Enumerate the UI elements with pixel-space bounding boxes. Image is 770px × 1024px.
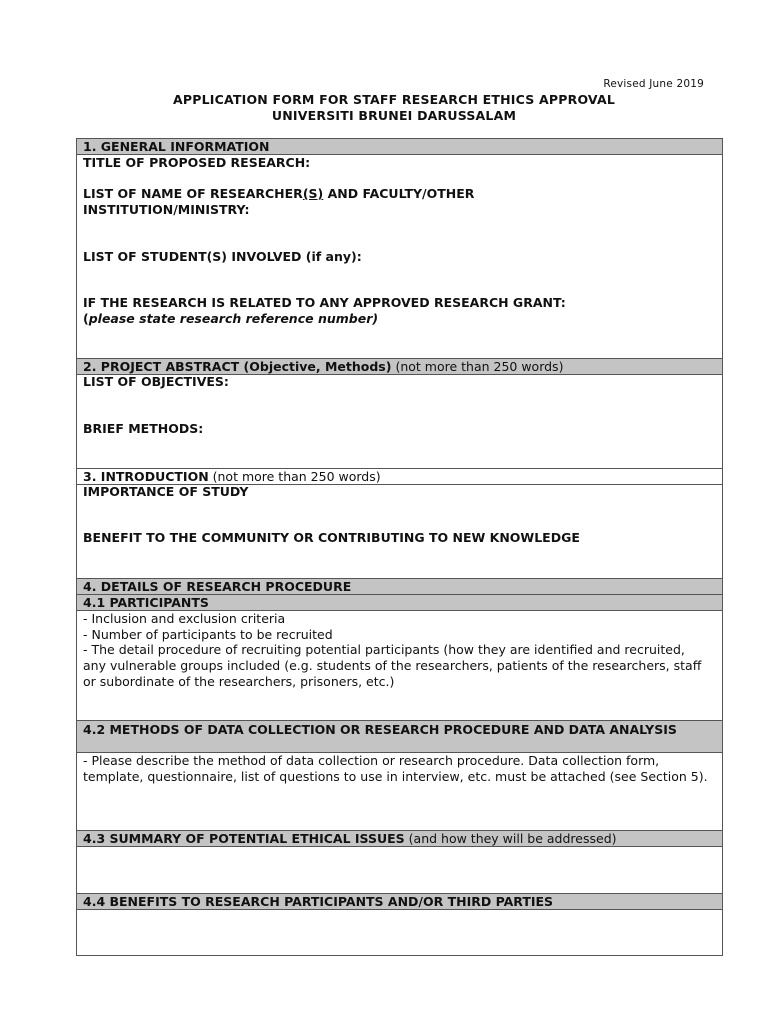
section-3-header (77, 468, 722, 485)
revision-date: Revised June 2019 (603, 78, 704, 90)
participants-body[interactable] (77, 610, 722, 720)
section-4-2-title: 4.2 METHODS OF DATA COLLECTION OR RESEARCH PROCEDURE AND DATA ANALYSIS (83, 722, 677, 737)
participants-item: - Number of participants to be recruited (83, 626, 333, 642)
section-4-4-header (77, 893, 722, 910)
participants-item: - The detail procedure of recruiting potential participants (how they are identified and recruited, any vulnerable groups included (e.g. students of the researchers, patients of the researchers, staff or subordinate of the researchers, prisoners, etc.) (83, 642, 702, 689)
brief-methods-label: BRIEF METHODS: (83, 421, 204, 436)
researchers-label-line2: INSTITUTION/MINISTRY: (83, 202, 250, 217)
researchers-label: LIST OF NAME OF RESEARCHER(S) AND FACULTY/OTHER (83, 186, 475, 201)
grant-note: (please state research reference number) (83, 311, 379, 326)
section-3-word-limit: (not more than 250 words) (208, 469, 381, 484)
importance-label: IMPORTANCE OF STUDY (83, 484, 249, 499)
application-form (76, 138, 723, 956)
section-1-title: 1. GENERAL INFORMATION (83, 139, 270, 154)
section-4-1-title: 4.1 PARTICIPANTS (83, 595, 209, 610)
section-4-3-header (77, 830, 722, 847)
methods-body[interactable] (77, 752, 722, 830)
benefit-label: BENEFIT TO THE COMMUNITY OR CONTRIBUTING TO NEW KNOWLEDGE (83, 530, 580, 545)
students-label: LIST OF STUDENT(S) INVOLVED (if any): (83, 249, 362, 264)
section-4-4-title: 4.4 BENEFITS TO RESEARCH PARTICIPANTS AND/OR THIRD PARTIES (83, 894, 554, 909)
objectives-label: LIST OF OBJECTIVES: (83, 374, 229, 389)
section-1-header (77, 138, 722, 155)
section-2-body[interactable] (77, 374, 722, 468)
section-4-3-note: (and how they will be addressed) (404, 831, 617, 846)
section-2-title: 2. PROJECT ABSTRACT (Objective, Methods) (83, 359, 392, 374)
section-2-word-limit: (not more than 250 words) (391, 359, 564, 374)
participants-item: - Inclusion and exclusion criteria (83, 611, 286, 626)
section-1-body[interactable] (77, 155, 722, 358)
section-4-2-header (77, 720, 722, 753)
benefits-body[interactable] (77, 909, 722, 956)
section-2-header (77, 358, 722, 375)
participants-instructions (83, 611, 710, 690)
ethical-issues-body[interactable] (77, 846, 722, 894)
section-4-header (77, 578, 722, 595)
grant-label: IF THE RESEARCH IS RELATED TO ANY APPROVED RESEARCH GRANT: (83, 295, 566, 310)
university-name: UNIVERSITI BRUNEI DARUSSALAM (271, 108, 517, 123)
form-title: APPLICATION FORM FOR STAFF RESEARCH ETHICS APPROVAL (173, 92, 615, 107)
section-3-title: 3. INTRODUCTION (83, 469, 209, 484)
methods-instructions: - Please describe the method of data collection or research procedure. Data collection form, template, questionnaire, list of questions to use in interview, etc. must be attached (see Section 5). (83, 753, 708, 784)
section-3-body[interactable] (77, 484, 722, 578)
section-4-title: 4. DETAILS OF RESEARCH PROCEDURE (83, 579, 352, 594)
research-title-label: TITLE OF PROPOSED RESEARCH: (83, 155, 311, 170)
section-4-1-header (77, 594, 722, 611)
section-4-3-title: 4.3 SUMMARY OF POTENTIAL ETHICAL ISSUES (83, 831, 405, 846)
